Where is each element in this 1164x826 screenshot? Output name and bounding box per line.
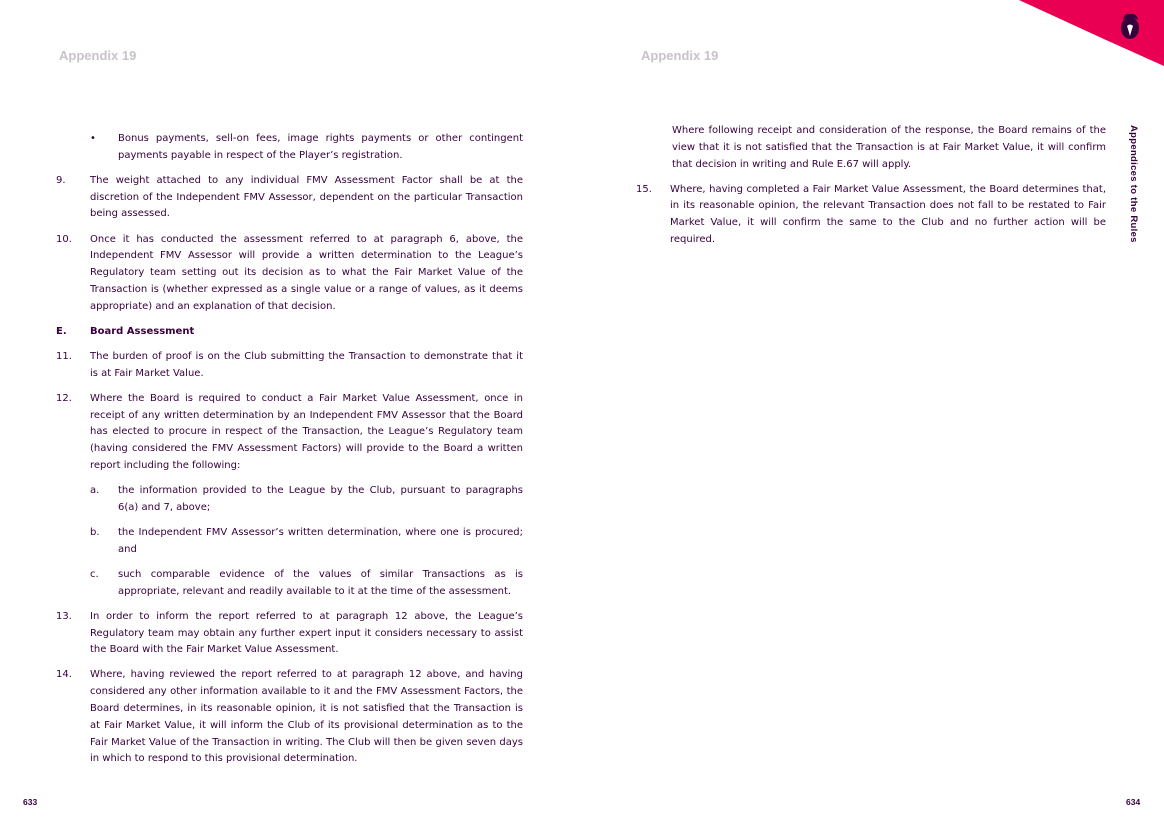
item-number: 10. (56, 233, 72, 245)
numbered-item (56, 173, 523, 223)
item-text: The burden of proof is on the Club submitting the Transaction to demonstrate that it is at Fair Market Value. (90, 350, 523, 379)
item-number: 15. (636, 183, 652, 195)
item-number: 11. (56, 350, 72, 362)
item-text: the Independent FMV Assessor’s written determination, where one is procured; and (118, 527, 523, 555)
item-text: Bonus payments, sell-on fees, image rights payments or other contingent payments payable in respect of the Player’s registration. (118, 133, 523, 161)
item-number: b. (90, 527, 100, 539)
item-number: 9. (56, 174, 66, 186)
item-text: the information provided to the League by the Club, pursuant to paragraphs 6(a) and 7, above; (118, 485, 523, 513)
side-section-label: Appendices to the Rules (1128, 125, 1139, 243)
corner-accent (994, 0, 1164, 70)
item-number: c. (90, 568, 99, 580)
sub-item (56, 525, 523, 559)
item-number: • (90, 133, 96, 144)
item-number: 14. (56, 669, 72, 681)
right-appendix-heading: Appendix 19 (641, 48, 719, 63)
item-text: In order to inform the report referred to at paragraph 12 above, the League’s Regulatory team may obtain any further expert input it considers necessary to assist the Board with the Fair Market Value Assessment. (90, 610, 523, 656)
numbered-item (56, 349, 523, 383)
numbered-item (56, 232, 523, 316)
item-text: such comparable evidence of the values of similar Transactions as is appropriate, relevant and readily available to it at the time of the assessment. (118, 568, 523, 597)
lion-icon (1121, 14, 1139, 39)
continuation-paragraph: Where following receipt and consideration of the response, the Board remains of the view that it is not satisfied that the Transaction is at Fair Market Value, it will confirm that decision in writing and Rule E.67 will apply. (672, 125, 1106, 170)
item-number: 12. (56, 392, 72, 404)
item-text: The weight attached to any individual FMV Assessment Factor shall be at the discretion of the Independent FMV Assessor, dependent on the particular Transaction being assessed. (90, 174, 523, 220)
item-text: Where the Board is required to conduct a Fair Market Value Assessment, once in receipt of any written determination by an Independent FMV Assessor that the Board has elected to procure in respect of the Transaction, the League’s Regulatory team (having considered the FMV Assessment Factors) will provide to the Board a written report including the following: (90, 392, 523, 472)
sub-item (56, 483, 523, 517)
left-page-number: 633 (23, 797, 38, 807)
item-text: Once it has conducted the assessment referred to at paragraph 6, above, the Independent FMV Assessor will provide a written determination to the League’s Regulatory team setting out its decision as to what the Fair Market Value of the Transaction is (whether expressed as a single value or a range of values, as it deems appropriate) and an explanation of that decision. (90, 233, 523, 312)
sub-item (56, 567, 523, 601)
item-text: Where, having reviewed the report referred to at paragraph 12 above, and having considered any other information available to it and the FMV Assessment Factors, the Board determines, in its reasonable opinion, it is not satisfied that the Transaction is at Fair Market Value, it will inform the Club of its provisional determination as to the Fair Market Value of the Transaction in writing. The Club will then be given seven days in which to respond to this provisional determination. (90, 669, 523, 765)
left-page-content (56, 131, 523, 777)
right-page-content (636, 123, 1106, 257)
numbered-item (56, 391, 523, 475)
right-page-number: 634 (1126, 797, 1141, 807)
section-heading (56, 324, 523, 341)
item-text: Board Assessment (90, 325, 195, 337)
numbered-item (636, 182, 1106, 249)
bullet-item (56, 131, 523, 165)
item-number: 13. (56, 610, 72, 622)
item-text: Where, having completed a Fair Market Value Assessment, the Board determines that, in its reasonable opinion, the relevant Transaction does not fall to be restated to Fair Market Value, it will confirm the same to the Club and no further action will be required. (670, 183, 1106, 246)
left-appendix-heading: Appendix 19 (59, 48, 137, 63)
numbered-item (56, 667, 523, 768)
numbered-item (56, 609, 523, 659)
item-number: a. (90, 485, 100, 497)
item-number: E. (56, 325, 67, 337)
